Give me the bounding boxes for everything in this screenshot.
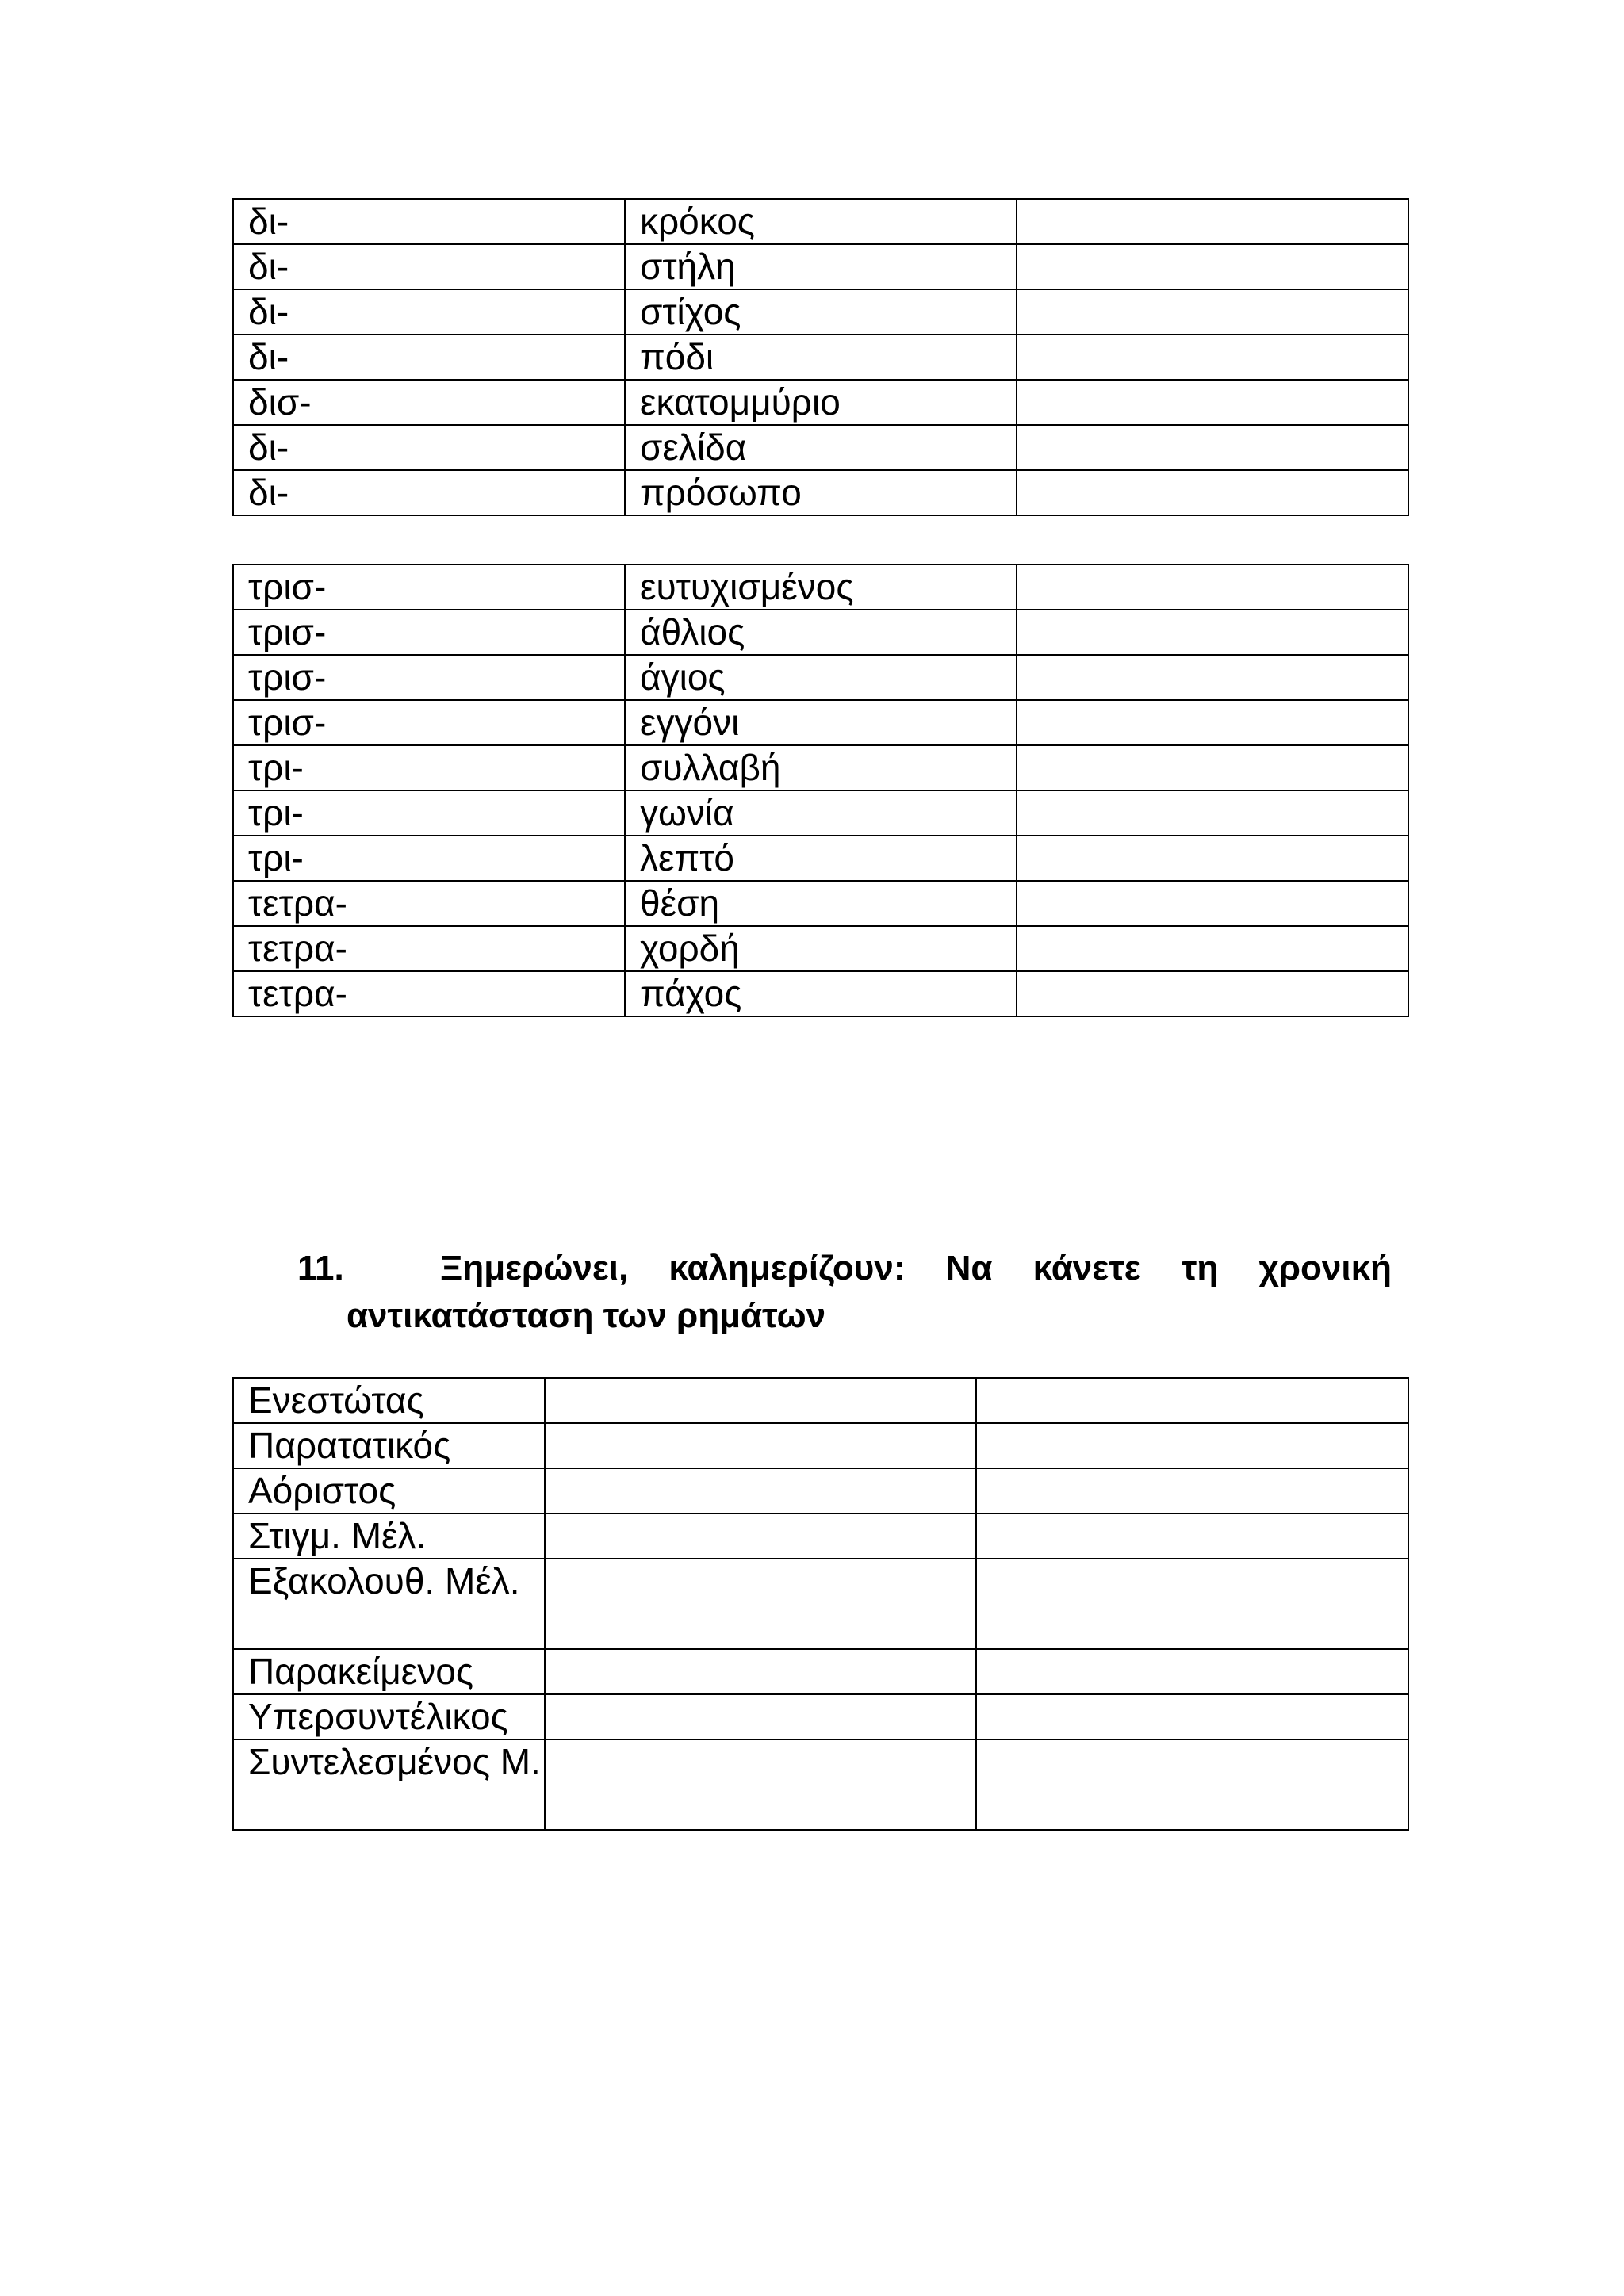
table-row — [233, 1513, 1408, 1559]
prefix-cell: τρισ- — [233, 610, 625, 655]
prefix-cell: τρι- — [233, 745, 625, 790]
table-row — [233, 289, 1408, 335]
exercise-heading-line-1 — [297, 1245, 1392, 1292]
table-row — [233, 745, 1408, 790]
word-cell: εγγόνι — [625, 700, 1017, 745]
word-cell: άθλιος — [625, 610, 1017, 655]
word-cell: ευτυχισμένος — [625, 564, 1017, 610]
word-cell: εκατομμύριο — [625, 380, 1017, 425]
answer-cell[interactable] — [1017, 564, 1408, 610]
tense-label-cell: Στιγμ. Μέλ. — [233, 1513, 545, 1559]
prefix-table-tri-tetra — [232, 564, 1409, 1017]
table-row — [233, 380, 1408, 425]
table-row — [233, 1423, 1408, 1468]
exercise-heading — [297, 1245, 1392, 1340]
table-row — [233, 1739, 1408, 1830]
answer-cell[interactable] — [1017, 199, 1408, 244]
table-row — [233, 335, 1408, 380]
table-row — [233, 790, 1408, 836]
tense-label-cell: Παρατατικός — [233, 1423, 545, 1468]
prefix-table-di — [232, 198, 1409, 516]
prefix-cell: δι- — [233, 199, 625, 244]
prefix-cell: δι- — [233, 335, 625, 380]
prefix-cell: τρισ- — [233, 700, 625, 745]
answer-cell[interactable] — [545, 1423, 976, 1468]
word-cell: πάχος — [625, 971, 1017, 1016]
answer-cell[interactable] — [1017, 881, 1408, 926]
answer-cell[interactable] — [545, 1468, 976, 1513]
prefix-cell: τετρα- — [233, 971, 625, 1016]
word-cell: συλλαβή — [625, 745, 1017, 790]
prefix-cell: δι- — [233, 470, 625, 515]
answer-cell[interactable] — [1017, 971, 1408, 1016]
table-row — [233, 1694, 1408, 1739]
table-row — [233, 971, 1408, 1016]
answer-cell[interactable] — [545, 1559, 976, 1649]
word-cell: πόδι — [625, 335, 1017, 380]
word-cell: στήλη — [625, 244, 1017, 289]
prefix-cell: δι- — [233, 244, 625, 289]
answer-cell[interactable] — [976, 1694, 1408, 1739]
word-cell: κρόκος — [625, 199, 1017, 244]
answer-cell[interactable] — [976, 1649, 1408, 1694]
table-row — [233, 1649, 1408, 1694]
table-row — [233, 610, 1408, 655]
answer-cell[interactable] — [1017, 380, 1408, 425]
prefix-cell: δισ- — [233, 380, 625, 425]
tense-label-cell: Υπερσυντέλικος — [233, 1694, 545, 1739]
table-row — [233, 926, 1408, 971]
table-row — [233, 836, 1408, 881]
tense-label-cell: Εξακολουθ. Μέλ. — [233, 1559, 545, 1649]
prefix-cell: δι- — [233, 289, 625, 335]
prefix-cell: τρισ- — [233, 655, 625, 700]
answer-cell[interactable] — [1017, 335, 1408, 380]
answer-cell[interactable] — [1017, 244, 1408, 289]
tense-table — [232, 1377, 1409, 1831]
answer-cell[interactable] — [1017, 790, 1408, 836]
table-row — [233, 1559, 1408, 1649]
prefix-cell: τρι- — [233, 790, 625, 836]
answer-cell[interactable] — [1017, 745, 1408, 790]
answer-cell[interactable] — [545, 1378, 976, 1423]
answer-cell[interactable] — [545, 1694, 976, 1739]
table-row — [233, 655, 1408, 700]
table-row — [233, 1378, 1408, 1423]
tense-label-cell: Συντελεσμένος Μ. — [233, 1739, 545, 1830]
exercise-number: 11. — [297, 1249, 344, 1288]
answer-cell[interactable] — [976, 1513, 1408, 1559]
word-cell: άγιος — [625, 655, 1017, 700]
answer-cell[interactable] — [545, 1649, 976, 1694]
answer-cell[interactable] — [976, 1378, 1408, 1423]
table-row — [233, 700, 1408, 745]
table-row — [233, 1468, 1408, 1513]
answer-cell[interactable] — [976, 1423, 1408, 1468]
answer-cell[interactable] — [1017, 425, 1408, 470]
prefix-cell: τρισ- — [233, 564, 625, 610]
prefix-cell: τετρα- — [233, 926, 625, 971]
answer-cell[interactable] — [976, 1559, 1408, 1649]
table-row — [233, 881, 1408, 926]
answer-cell[interactable] — [545, 1513, 976, 1559]
table-row — [233, 244, 1408, 289]
prefix-cell: δι- — [233, 425, 625, 470]
answer-cell[interactable] — [976, 1739, 1408, 1830]
table-row — [233, 470, 1408, 515]
exercise-title-line-1: Ξημερώνει, καλημερίζουν: Να κάνετε τη χρονική — [440, 1249, 1392, 1288]
prefix-cell: τρι- — [233, 836, 625, 881]
word-cell: στίχος — [625, 289, 1017, 335]
word-cell: χορδή — [625, 926, 1017, 971]
answer-cell[interactable] — [1017, 289, 1408, 335]
tense-label-cell: Παρακείμενος — [233, 1649, 545, 1694]
table-row — [233, 199, 1408, 244]
answer-cell[interactable] — [1017, 655, 1408, 700]
answer-cell[interactable] — [545, 1739, 976, 1830]
table-row — [233, 425, 1408, 470]
tense-label-cell: Ενεστώτας — [233, 1378, 545, 1423]
prefix-cell: τετρα- — [233, 881, 625, 926]
answer-cell[interactable] — [1017, 470, 1408, 515]
answer-cell[interactable] — [976, 1468, 1408, 1513]
answer-cell[interactable] — [1017, 700, 1408, 745]
tense-label-cell: Αόριστος — [233, 1468, 545, 1513]
answer-cell[interactable] — [1017, 610, 1408, 655]
word-cell: σελίδα — [625, 425, 1017, 470]
answer-cell[interactable] — [1017, 926, 1408, 971]
exercise-title-line-2: αντικατάσταση των ρημάτων — [347, 1296, 826, 1335]
word-cell: λεπτό — [625, 836, 1017, 881]
word-cell: θέση — [625, 881, 1017, 926]
word-cell: πρόσωπο — [625, 470, 1017, 515]
table-row — [233, 564, 1408, 610]
word-cell: γωνία — [625, 790, 1017, 836]
answer-cell[interactable] — [1017, 836, 1408, 881]
